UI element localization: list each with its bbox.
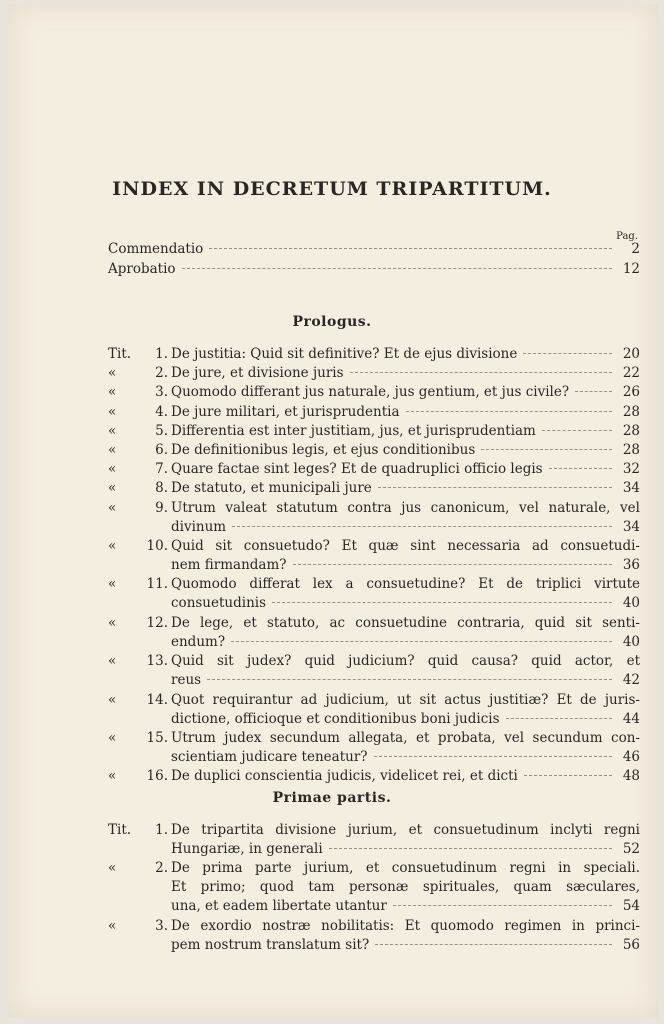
- entry-page-number: 40: [622, 633, 640, 650]
- entry-page-number: 28: [622, 403, 640, 420]
- section-heading-primae-partis: Primae partis.: [272, 790, 392, 806]
- entry-text: De tripartita divisione jurium, et consuetudinum inclyti regni: [171, 822, 640, 838]
- page-column-label: Pag.: [616, 231, 638, 242]
- leader-dots: [329, 847, 612, 849]
- entry-page-number: 28: [622, 442, 640, 458]
- entry-page-number: 28: [622, 422, 640, 439]
- entry-text: Utrum valeat statutum contra jus canonicum, vel naturale, vel: [171, 499, 640, 516]
- toc-entry: [108, 403, 640, 422]
- leader-dots: [378, 486, 612, 488]
- toc-entry: [108, 364, 640, 383]
- entry-text: pem nostrum translatum sit?: [171, 937, 370, 953]
- entry-title-marker: «: [108, 422, 117, 439]
- entry-title-marker: «: [108, 653, 117, 670]
- entry-number: 1.: [155, 346, 168, 362]
- entry-text: Differentia est inter justitiam, jus, et jurisprudentiam: [171, 422, 536, 439]
- toc-entry: [108, 479, 640, 498]
- leader-dots: [523, 352, 612, 354]
- entry-title-marker: «: [108, 442, 117, 458]
- toc-entry: [108, 499, 640, 537]
- entry-title-marker: «: [108, 768, 117, 785]
- leader-dots: [232, 525, 612, 527]
- leader-dots: [481, 448, 612, 450]
- entry-title-marker: «: [108, 403, 117, 420]
- entry-title-marker: «: [108, 384, 117, 401]
- leader-dots: [350, 371, 612, 373]
- entry-number: 6.: [155, 442, 168, 458]
- entry-text: De jure, et divisione juris: [171, 365, 344, 382]
- entry-text: De duplici conscientia judicis, videlicet rei, et dicti: [171, 768, 518, 785]
- toc-entry: [108, 652, 640, 690]
- entry-text: scientiam judicare teneatur?: [171, 749, 368, 765]
- leader-dots: [231, 640, 612, 642]
- entry-number: 14.: [146, 691, 168, 708]
- toc-entry: [108, 345, 640, 364]
- entry-title-marker: «: [108, 730, 117, 746]
- entry-text: dictione, officioque et conditionibus boni judicis: [171, 710, 500, 727]
- entry-page-number: 54: [622, 898, 640, 915]
- entry-page-number: 40: [622, 595, 640, 612]
- entry-number: 4.: [155, 403, 168, 420]
- entry-page-number: 26: [622, 384, 640, 401]
- toc-entry: [108, 691, 640, 729]
- entry-title-marker: Tit.: [108, 346, 132, 362]
- entry-number: 8.: [155, 480, 168, 497]
- entry-text: De statuto, et municipali jure: [171, 480, 372, 497]
- entry-text: De jure militari, et jurisprudentia: [171, 403, 400, 420]
- leader-dots: [374, 755, 612, 757]
- entry-number: 3.: [155, 918, 168, 934]
- entry-page-number: 22: [622, 365, 640, 382]
- entry-text: De prima parte jurium, et consuetudinum regni in speciali.: [171, 860, 640, 877]
- leader-dots: [207, 678, 612, 680]
- toc-front-aprobatio: Aprobatio 12: [108, 261, 640, 277]
- page-title: INDEX IN DECRETUM TRIPARTITUM.: [112, 178, 552, 200]
- entry-text: divinum: [171, 518, 227, 535]
- entry-number: 3.: [155, 384, 168, 401]
- entry-text: Hungariæ, in generali: [171, 841, 323, 857]
- entry-title-marker: «: [108, 614, 117, 631]
- leader-dots: [542, 429, 612, 431]
- entry-page-number: 42: [622, 672, 640, 689]
- entry-page-number: 44: [622, 710, 640, 727]
- entry-text: Quare factae sint leges? Et de quadruplici officio legis: [171, 461, 543, 478]
- toc-entry: [108, 917, 640, 955]
- entry-text: De lege, et statuto, ac consuetudine contraria, quid sit senti-: [171, 614, 640, 631]
- entry-text: Quid sit judex? quid judicium? quid causa? quid actor, et: [171, 653, 640, 670]
- entry-number: 9.: [155, 499, 168, 516]
- entry-number: 16.: [146, 768, 168, 785]
- entry-page-number: 56: [622, 937, 640, 953]
- leader-dots: [575, 390, 612, 392]
- entry-number: 1.: [155, 822, 168, 838]
- toc-entry: [108, 729, 640, 767]
- leader-dots: [272, 601, 612, 603]
- entry-number: 11.: [146, 576, 168, 593]
- entry-number: 12.: [146, 614, 168, 631]
- leader-dots: [293, 563, 612, 565]
- entry-text: Quomodo differat lex a consuetudine? Et de triplici virtute: [171, 576, 640, 593]
- entry-title-marker: «: [108, 461, 117, 478]
- entry-text: una, et eadem libertate utantur: [171, 898, 387, 915]
- entry-text: Quomodo differant jus naturale, jus gentium, et jus civile?: [171, 384, 570, 401]
- entry-title-marker: «: [108, 576, 117, 593]
- entry-number: 13.: [146, 653, 168, 670]
- entry-page-number: 34: [622, 518, 640, 535]
- toc-entry: [108, 460, 640, 479]
- toc-front-commendatio: Commendatio 2: [108, 241, 640, 257]
- entry-page-number: 20: [622, 346, 640, 362]
- entry-page-number: 36: [622, 557, 640, 573]
- entry-page-number: 32: [622, 461, 640, 478]
- entry-page-number: 48: [622, 768, 640, 785]
- entry-page-number: 46: [622, 749, 640, 765]
- entry-number: 5.: [155, 422, 168, 439]
- toc-entry: [108, 383, 640, 402]
- entry-number: 2.: [155, 365, 168, 382]
- leader-dots: [506, 717, 612, 719]
- entry-title-marker: «: [108, 691, 117, 708]
- entry-text: Quid sit consuetudo? Et quæ sint necessaria ad consuetudi-: [171, 538, 640, 554]
- entry-text: Utrum judex secundum allegata, et probata, vel secundum con-: [171, 730, 640, 746]
- section-heading-prologus: Prologus.: [292, 314, 372, 330]
- entry-text: nem firmandam?: [171, 557, 287, 573]
- entry-number: 10.: [146, 538, 168, 554]
- leader-dots: [182, 267, 612, 269]
- leader-dots: [375, 943, 612, 945]
- toc-entry: [108, 537, 640, 575]
- entry-title-marker: Tit.: [108, 822, 132, 838]
- entry-number: 15.: [146, 730, 168, 746]
- leader-dots: [524, 774, 612, 776]
- entry-title-marker: «: [108, 860, 117, 877]
- leader-dots: [209, 247, 612, 249]
- entry-title-marker: «: [108, 918, 117, 934]
- toc-entry: [108, 614, 640, 652]
- toc-entry: [108, 767, 640, 786]
- entry-text: consuetudinis: [171, 595, 267, 612]
- entry-title-marker: «: [108, 499, 117, 516]
- entry-title-marker: «: [108, 365, 117, 382]
- entry-number: 7.: [155, 461, 168, 478]
- entry-page-number: 52: [622, 841, 640, 857]
- entry-title-marker: «: [108, 480, 117, 497]
- entry-text: De exordio nostræ nobilitatis: Et quomodo regimen in princi-: [171, 918, 640, 934]
- entry-number: 2.: [155, 860, 168, 877]
- entry-text: De definitionibus legis, et ejus conditionibus: [171, 442, 476, 458]
- leader-dots: [406, 410, 613, 412]
- toc-entry: [108, 441, 640, 460]
- entry-text: Et primo; quod tam personæ spirituales, quam sæculares,: [171, 879, 640, 896]
- toc-entry: [108, 422, 640, 441]
- toc-entry: [108, 859, 640, 917]
- leader-dots: [393, 904, 612, 906]
- entry-text: De justitia: Quid sit definitive? Et de ejus divisione: [171, 346, 518, 362]
- entry-text: Quot requirantur ad judicium, ut sit actus justitiæ? Et de juris-: [171, 691, 640, 708]
- entry-title-marker: «: [108, 538, 117, 554]
- entry-page-number: 34: [622, 480, 640, 497]
- entry-text: endum?: [171, 633, 226, 650]
- toc-entry: [108, 821, 640, 859]
- toc-entry: [108, 575, 640, 613]
- leader-dots: [549, 467, 612, 469]
- entry-text: reus: [171, 672, 202, 689]
